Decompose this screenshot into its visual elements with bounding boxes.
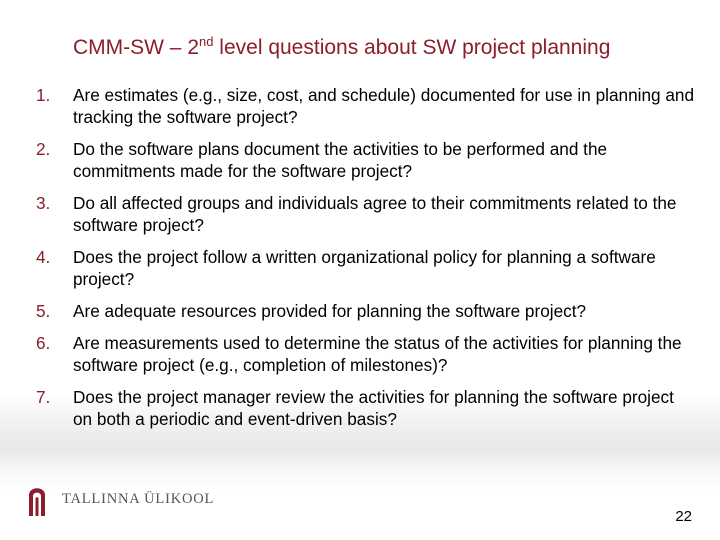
item-text: Does the project manager review the activities for planning the software project on both a periodic and event-driven basis? (73, 387, 674, 429)
slide-title: CMM-SW – 2nd level questions about SW project planning (73, 34, 611, 59)
item-number: 3. (36, 193, 51, 213)
item-number: 2. (36, 139, 51, 159)
list-item (36, 246, 696, 290)
list-item (36, 300, 696, 322)
item-text: Do the software plans document the activities to be performed and the commitments made for the software project? (73, 139, 608, 181)
item-text: Are estimates (e.g., size, cost, and schedule) documented for use in planning and tracking the software project? (73, 85, 695, 127)
list-item (36, 138, 696, 182)
list-item (36, 332, 696, 376)
item-text: Are measurements used to determine the status of the activities for planning the software project (e.g., completion of milestones)? (73, 333, 682, 375)
item-number: 1. (36, 85, 51, 105)
university-logo (26, 482, 214, 516)
tallinn-university-logo-icon (26, 482, 48, 516)
list-item (36, 84, 696, 128)
item-number: 5. (36, 301, 51, 321)
item-number: 6. (36, 333, 51, 353)
item-text: Do all affected groups and individuals agree to their commitments related to the software project? (73, 193, 677, 235)
list-item (36, 386, 696, 430)
question-list (36, 84, 696, 440)
page-number: 22 (675, 508, 692, 525)
logo-text: TALLINNA ÜLIKOOL (62, 490, 215, 507)
item-number: 7. (36, 387, 51, 407)
item-text: Does the project follow a written organizational policy for planning a software project? (73, 247, 656, 289)
list-item (36, 192, 696, 236)
item-text: Are adequate resources provided for planning the software project? (73, 301, 587, 321)
item-number: 4. (36, 247, 51, 267)
